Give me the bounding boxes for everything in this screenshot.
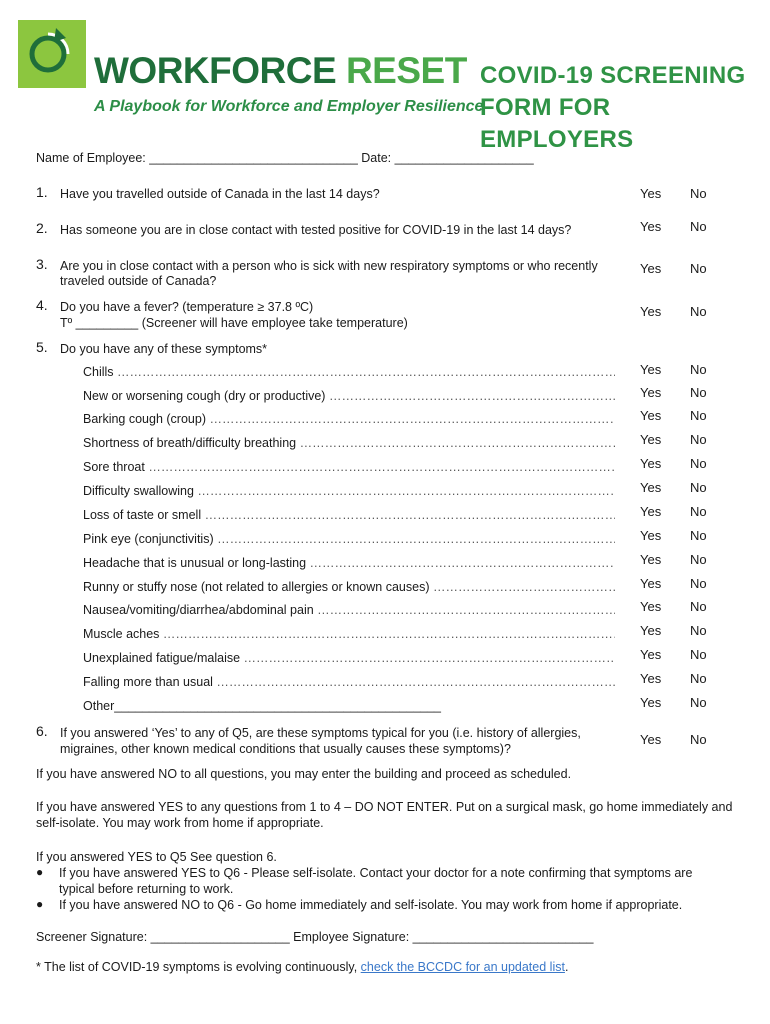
symptom-yes-option[interactable]: Yes — [640, 671, 662, 686]
brand-word-workforce: WORKFORCE — [94, 50, 337, 91]
q2-yes-option[interactable]: Yes — [640, 219, 662, 234]
footnote-text: * The list of COVID-19 symptoms is evolving continuously, — [36, 960, 361, 974]
symptom-yes-option[interactable]: Yes — [640, 456, 662, 471]
instruction-bullet-1-line-1: If you have answered YES to Q6 - Please self-isolate. Contact your doctor for a note confirming that symptoms are — [59, 866, 693, 880]
symptom-no-option[interactable]: No — [690, 480, 707, 495]
symptom-nausea: Nausea/vomiting/diarrhea/abdominal pain ……………………………………………………………………………………………………………………………………… — [83, 602, 615, 618]
q3-yes-option[interactable]: Yes — [640, 261, 662, 276]
symptom-yes-option[interactable]: Yes — [640, 504, 662, 519]
question-1-text: Have you travelled outside of Canada in the last 14 days? — [60, 187, 380, 201]
symptom-yes-option[interactable]: Yes — [640, 385, 662, 400]
symptom-no-option[interactable]: No — [690, 552, 707, 567]
symptom-no-option[interactable]: No — [690, 671, 707, 686]
bullet-icon: ● — [36, 865, 44, 879]
signature-fields[interactable]: Screener Signature: ____________________ Employee Signature: __________________________ — [36, 930, 594, 944]
symptom-chills: Chills ……………………………………………………………………………………………………………………………………… — [83, 364, 615, 380]
bccdc-link[interactable]: check the BCCDC for an updated list — [360, 960, 565, 974]
symptom-yes-option[interactable]: Yes — [640, 599, 662, 614]
question-number: 1. — [36, 184, 48, 200]
q4-no-option[interactable]: No — [690, 304, 707, 319]
symptom-no-option[interactable]: No — [690, 623, 707, 638]
question-5-text: Do you have any of these symptoms* — [60, 342, 268, 356]
question-number: 2. — [36, 220, 48, 236]
symptom-fatigue: Unexplained fatigue/malaise ……………………………………………………………………………………………………………………………………… — [83, 650, 615, 666]
symptom-no-option[interactable]: No — [690, 576, 707, 591]
refresh-circle-icon — [18, 20, 86, 88]
instruction-yes-1-4-line-1: If you have answered YES to any questions from 1 to 4 – DO NOT ENTER. Put on a surgical mask, go home immediately and — [36, 800, 733, 814]
q3-no-option[interactable]: No — [690, 261, 707, 276]
logo — [18, 20, 86, 88]
instruction-q5-yes: If you answered YES to Q5 See question 6. — [36, 850, 277, 864]
symptom-cough: New or worsening cough (dry or productive) ……………………………………………………………………………………………………………………………………… — [83, 388, 615, 404]
symptom-difficulty-swallowing: Difficulty swallowing ……………………………………………………………………………………………………………………………………… — [83, 483, 615, 499]
symptom-no-option[interactable]: No — [690, 504, 707, 519]
bullet-icon: ● — [36, 897, 44, 911]
question-6-line-1: If you answered ‘Yes’ to any of Q5, are these symptoms typical for you (i.e. history of allergies, — [60, 726, 581, 740]
symptom-falling: Falling more than usual ……………………………………………………………………………………………………………………………………… — [83, 674, 615, 690]
title-line-2: FORM FOR EMPLOYERS — [480, 94, 634, 153]
employee-name-date-field[interactable]: Name of Employee: ______________________________ Date: ____________________ — [36, 151, 534, 165]
instruction-bullet-1-line-2: typical before returning to work. — [59, 882, 234, 896]
symptom-other-field[interactable]: Other_______________________________________________ — [83, 699, 442, 713]
symptom-sore-throat: Sore throat ……………………………………………………………………………………………………………………………………… — [83, 459, 615, 475]
instruction-yes-1-4-line-2: self-isolate. You may work from home if appropriate. — [36, 816, 324, 830]
brand-word-reset: RESET — [345, 50, 467, 91]
brand-name — [94, 52, 467, 89]
symptom-yes-option[interactable]: Yes — [640, 647, 662, 662]
document-title — [480, 60, 770, 156]
symptom-yes-option[interactable]: Yes — [640, 695, 662, 710]
question-6-line-2: migraines, other known medical conditions that usually causes these symptoms)? — [60, 742, 511, 756]
q2-no-option[interactable]: No — [690, 219, 707, 234]
symptom-no-option[interactable]: No — [690, 528, 707, 543]
footnote — [36, 959, 568, 975]
q4-yes-option[interactable]: Yes — [640, 304, 662, 319]
symptom-no-option[interactable]: No — [690, 432, 707, 447]
symptom-yes-option[interactable]: Yes — [640, 362, 662, 377]
symptom-runny-nose: Runny or stuffy nose (not related to allergies or known causes) ……………………………………………………………………………………………………………………………………… — [83, 579, 615, 595]
q1-no-option[interactable]: No — [690, 186, 707, 201]
symptom-no-option[interactable]: No — [690, 647, 707, 662]
instruction-bullet-2: If you have answered NO to Q6 - Go home immediately and self-isolate. You may work from home if appropriate. — [59, 898, 683, 912]
footnote-end: . — [564, 960, 569, 974]
symptom-yes-option[interactable]: Yes — [640, 480, 662, 495]
symptom-no-option[interactable]: No — [690, 695, 707, 710]
symptom-yes-option[interactable]: Yes — [640, 623, 662, 638]
symptom-yes-option[interactable]: Yes — [640, 528, 662, 543]
symptom-yes-option[interactable]: Yes — [640, 408, 662, 423]
symptom-no-option[interactable]: No — [690, 362, 707, 377]
question-3-line-2: traveled outside of Canada? — [60, 274, 217, 288]
symptom-loss-of-taste: Loss of taste or smell ……………………………………………………………………………………………………………………………………… — [83, 507, 615, 523]
symptom-yes-option[interactable]: Yes — [640, 432, 662, 447]
symptom-no-option[interactable]: No — [690, 408, 707, 423]
symptom-yes-option[interactable]: Yes — [640, 552, 662, 567]
symptom-no-option[interactable]: No — [690, 385, 707, 400]
question-number: 3. — [36, 256, 48, 272]
question-2-text: Has someone you are in close contact with tested positive for COVID-19 in the last 14 days? — [60, 223, 572, 237]
instruction-all-no: If you have answered NO to all questions, you may enter the building and proceed as scheduled. — [36, 767, 572, 781]
symptom-barking-cough: Barking cough (croup) ……………………………………………………………………………………………………………………………………… — [83, 411, 615, 427]
symptom-muscle-aches: Muscle aches ……………………………………………………………………………………………………………………………………… — [83, 626, 615, 642]
symptom-pink-eye: Pink eye (conjunctivitis) ……………………………………………………………………………………………………………………………………… — [83, 531, 615, 547]
symptom-no-option[interactable]: No — [690, 599, 707, 614]
question-number: 6. — [36, 723, 48, 739]
symptom-shortness-of-breath: Shortness of breath/difficulty breathing ……………………………………………………………………………………………………………………………………… — [83, 435, 615, 451]
q1-yes-option[interactable]: Yes — [640, 186, 662, 201]
question-number: 5. — [36, 339, 48, 355]
q6-yes-option[interactable]: Yes — [640, 732, 662, 747]
question-3-line-1: Are you in close contact with a person who is sick with new respiratory symptoms or who recently — [60, 259, 598, 273]
symptom-headache: Headache that is unusual or long-lasting ……………………………………………………………………………………………………………………………………… — [83, 555, 615, 571]
symptom-yes-option[interactable]: Yes — [640, 576, 662, 591]
title-line-1: COVID-19 SCREENING — [480, 62, 746, 89]
question-4-line-2: Tº _________ (Screener will have employee take temperature) — [60, 316, 408, 330]
question-number: 4. — [36, 297, 48, 313]
q6-no-option[interactable]: No — [690, 732, 707, 747]
tagline: A Playbook for Workforce and Employer Resilience — [94, 98, 484, 115]
question-4-line-1: Do you have a fever? (temperature ≥ 37.8 ºC) — [60, 300, 314, 314]
symptom-no-option[interactable]: No — [690, 456, 707, 471]
